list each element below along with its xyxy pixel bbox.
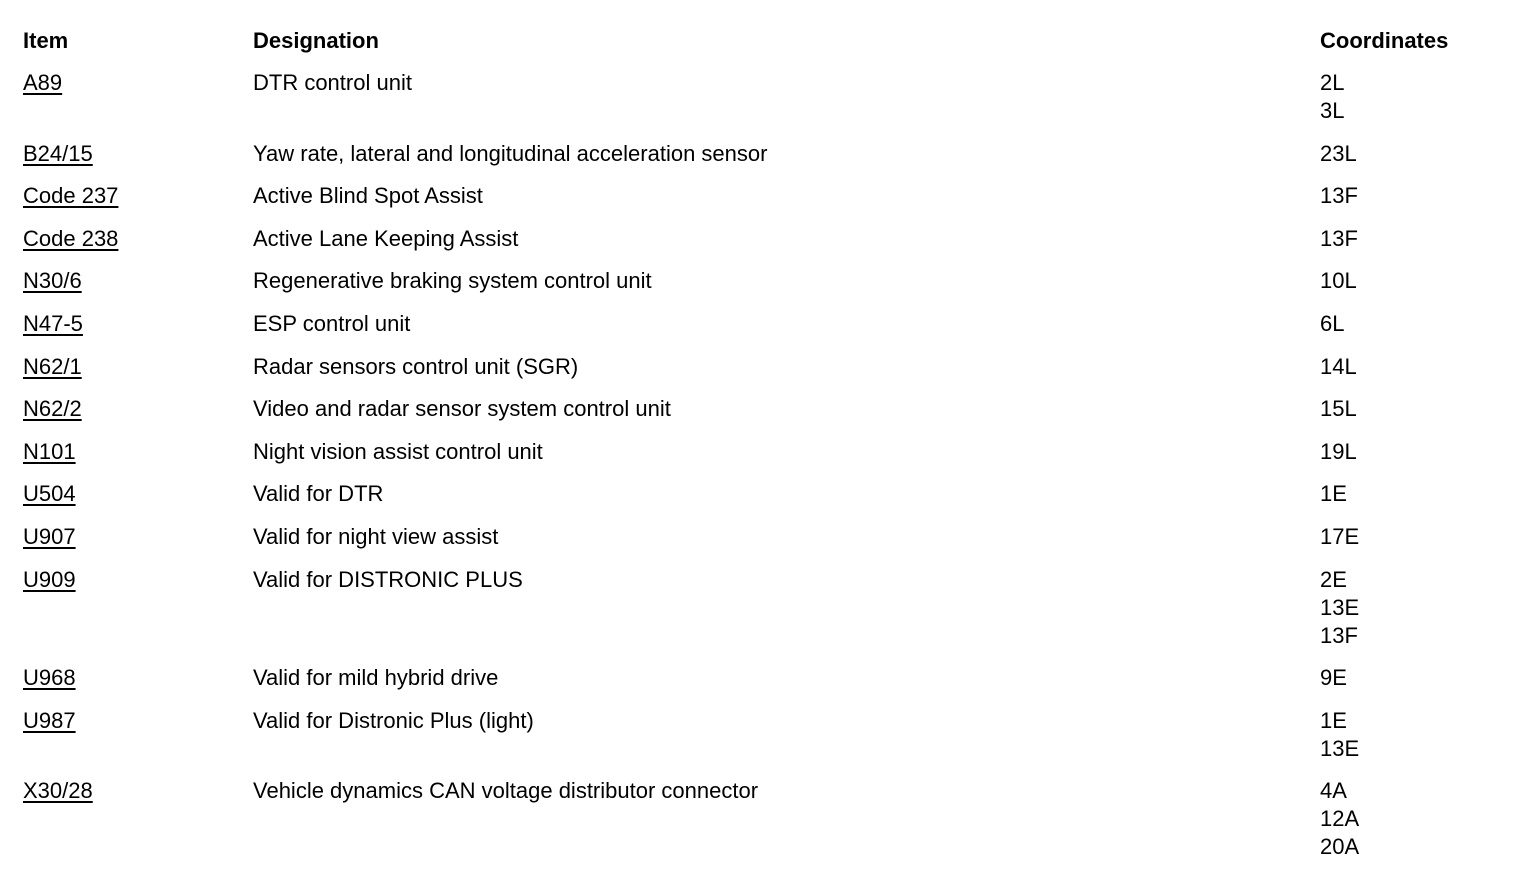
coordinate-value: 13F: [1320, 225, 1358, 251]
coordinate-value: 13E: [1320, 594, 1360, 620]
item-cell: [23, 438, 253, 466]
item-cell: [23, 69, 253, 97]
table-header: [23, 27, 1503, 69]
coordinates-cell: [1320, 664, 1503, 692]
coordinate-value: 15L: [1320, 396, 1357, 422]
table-body: [23, 69, 1503, 861]
designation-cell: Regenerative braking system control unit: [253, 268, 652, 294]
coordinates-cell: [1320, 310, 1503, 338]
coordinates-cell: [1320, 69, 1503, 125]
designation-cell: Night vision assist control unit: [253, 438, 543, 464]
table-row: [23, 566, 1503, 650]
coordinates-cell: [1320, 182, 1503, 210]
coordinate-value: 10L: [1320, 268, 1357, 294]
designation-cell: Valid for DISTRONIC PLUS: [253, 566, 523, 592]
coordinate-value: 2E: [1320, 566, 1347, 592]
coordinates-cell: [1320, 267, 1503, 295]
table-row: [23, 267, 1503, 295]
item-link[interactable]: N47-5: [23, 310, 83, 336]
header-coordinates: Coordinates: [1320, 28, 1449, 53]
designation-cell: ESP control unit: [253, 310, 411, 336]
table-row: [23, 395, 1503, 423]
coordinate-value: 17E: [1320, 523, 1360, 549]
coordinate-value: 3L: [1320, 98, 1345, 123]
item-cell: [23, 480, 253, 508]
item-link[interactable]: N30/6: [23, 268, 82, 294]
designation-cell: Radar sensors control unit (SGR): [253, 353, 579, 379]
table-row: [23, 225, 1503, 253]
table-row: [23, 480, 1503, 508]
coordinate-value: 6L: [1320, 310, 1345, 336]
table-row: [23, 777, 1503, 861]
item-link[interactable]: U968: [23, 665, 76, 691]
item-cell: [23, 353, 253, 381]
designation-cell: Valid for mild hybrid drive: [253, 665, 499, 691]
coordinate-value: 13F: [1320, 183, 1358, 209]
coordinates-cell: [1320, 707, 1503, 763]
coordinates-cell: [1320, 225, 1503, 253]
header-item: Item: [23, 28, 69, 53]
coordinates-cell: [1320, 480, 1503, 508]
designation-cell: Valid for Distronic Plus (light): [253, 707, 534, 733]
designation-cell: Active Lane Keeping Assist: [253, 225, 519, 251]
item-link[interactable]: U907: [23, 523, 76, 549]
item-link[interactable]: U504: [23, 481, 76, 507]
item-cell: [23, 523, 253, 551]
coordinate-value: 14L: [1320, 353, 1357, 379]
item-cell: [23, 566, 253, 594]
item-link[interactable]: Code 238: [23, 225, 119, 251]
coordinate-value: 13F: [1320, 622, 1358, 648]
designation-cell: Video and radar sensor system control unit: [253, 396, 671, 422]
item-link[interactable]: N62/2: [23, 396, 82, 422]
designation-cell: Yaw rate, lateral and longitudinal acceleration sensor: [253, 140, 768, 166]
item-link[interactable]: N101: [23, 438, 76, 464]
coordinate-value: 9E: [1320, 665, 1347, 691]
designation-cell: Active Blind Spot Assist: [253, 183, 483, 209]
coordinates-cell: [1320, 566, 1503, 650]
table-row: [23, 140, 1503, 168]
item-cell: [23, 182, 253, 210]
item-cell: [23, 777, 253, 805]
item-cell: [23, 140, 253, 168]
item-link[interactable]: U987: [23, 707, 76, 733]
table-row: [23, 523, 1503, 551]
designation-cell: Valid for DTR: [253, 481, 384, 507]
coordinate-value: 2L: [1320, 70, 1345, 95]
item-link[interactable]: U909: [23, 566, 76, 592]
table-row: [23, 69, 1503, 125]
legend-table: [23, 27, 1503, 876]
coordinate-value: 19L: [1320, 438, 1357, 464]
coordinate-value: 4A: [1320, 778, 1347, 804]
designation-cell: Valid for night view assist: [253, 523, 499, 549]
coordinates-cell: [1320, 523, 1503, 551]
item-cell: [23, 707, 253, 735]
table-row: [23, 707, 1503, 763]
coordinates-cell: [1320, 395, 1503, 423]
coordinates-cell: [1320, 777, 1503, 861]
item-link[interactable]: Code 237: [23, 183, 119, 209]
coordinate-value: 13E: [1320, 735, 1360, 761]
designation-cell: DTR control unit: [253, 70, 412, 95]
designation-cell: Vehicle dynamics CAN voltage distributor connector: [253, 778, 759, 804]
table-row: [23, 310, 1503, 338]
coordinates-cell: [1320, 140, 1503, 168]
coordinate-value: 23L: [1320, 140, 1357, 166]
table-row: [23, 438, 1503, 466]
coordinates-cell: [1320, 438, 1503, 466]
coordinate-value: 1E: [1320, 481, 1347, 507]
item-link[interactable]: A89: [23, 70, 63, 95]
coordinate-value: 20A: [1320, 834, 1360, 860]
table-row: [23, 353, 1503, 381]
table-row: [23, 664, 1503, 692]
item-cell: [23, 267, 253, 295]
coordinate-value: 12A: [1320, 806, 1360, 832]
header-designation: Designation: [253, 28, 379, 53]
item-link[interactable]: B24/15: [23, 140, 93, 166]
coordinate-value: 1E: [1320, 707, 1347, 733]
item-link[interactable]: N62/1: [23, 353, 82, 379]
item-cell: [23, 395, 253, 423]
item-cell: [23, 664, 253, 692]
coordinates-cell: [1320, 353, 1503, 381]
item-cell: [23, 310, 253, 338]
item-cell: [23, 225, 253, 253]
item-link[interactable]: X30/28: [23, 778, 93, 804]
table-row: [23, 182, 1503, 210]
